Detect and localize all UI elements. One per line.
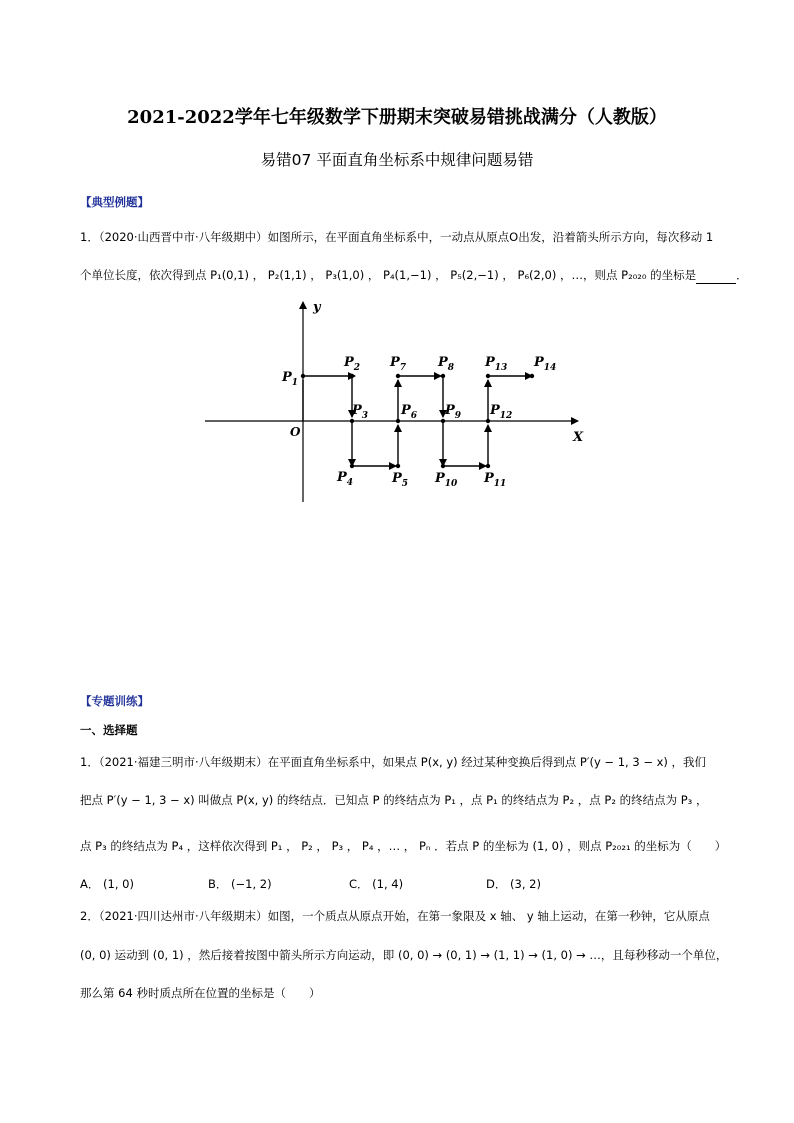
training-q2-line1: 2．（2021·四川达州市·八年级期末）如图，一个质点从原点开始，在第一象限及 x 轴、 y 轴上运动，在第一秒钟，它从原点 <box>80 909 710 923</box>
option-c[interactable]: C． (1, 4) <box>349 877 404 891</box>
example-q1-line2-end: ． <box>736 268 748 282</box>
coordinate-figure <box>190 290 610 510</box>
example-q1-line2 <box>80 266 748 284</box>
option-b[interactable]: B． (−1, 2) <box>208 877 272 891</box>
label-p5: $P_5$ <box>392 471 409 489</box>
option-a[interactable]: A． (1, 0) <box>80 877 134 891</box>
label-p11: $P_{11}$ <box>484 471 507 489</box>
origin-label: O <box>290 425 301 439</box>
label-p7: $P_7$ <box>390 355 407 373</box>
training-q2-line2: (0, 0) 运动到 (0, 1) ，然后接着按图中箭头所示方向运动，即 (0, 0) → (0, 1) → (1, 1) → (1, 0) → …，且每秒移动一个单位， <box>80 948 728 962</box>
label-p2: $P_2$ <box>344 355 361 373</box>
point-p13 <box>486 374 490 378</box>
label-p1: $P_1$ <box>282 370 299 388</box>
training-q1-line3: 点 P₃ 的终结点为 P₄ ，这样依次得到 P₁ ， P₂ ， P₃ ， P₄ ，… ， Pₙ ．若点 P 的坐标为 (1, 0) ，则点 P₂₀₂₁ 的坐标为（ ） <box>80 839 727 853</box>
point-p3 <box>350 419 354 423</box>
training-q1-line1: 1．（2021·福建三明市·八年级期末）在平面直角坐标系中，如果点 P(x, y) 经过某种变换后得到点 P′(y − 1, 3 − x) ，我们 <box>80 755 707 769</box>
label-p8: $P_8$ <box>438 355 455 373</box>
point-p8 <box>441 374 445 378</box>
point-p9 <box>441 419 445 423</box>
point-p1 <box>301 374 305 378</box>
label-p14: $P_{14}$ <box>534 355 557 373</box>
label-p4: $P_4$ <box>337 470 354 488</box>
point-p2 <box>350 374 354 378</box>
point-p10 <box>441 464 445 468</box>
page-subtitle: 易错07 平面直角坐标系中规律问题易错 <box>260 151 534 169</box>
point-labels <box>281 355 556 489</box>
point-p7 <box>396 374 400 378</box>
label-p13: $P_{13}$ <box>485 355 508 373</box>
example-q1-line1: 1．（2020·山西晋中市·八年级期中）如图所示，在平面直角坐标系中，一动点从原点O出发，沿着箭头所示方向，每次移动 1 <box>80 230 714 244</box>
point-p12 <box>486 419 490 423</box>
point-p6 <box>396 419 400 423</box>
point-p5 <box>396 464 400 468</box>
label-p6: $P_6$ <box>401 403 418 421</box>
example-q1-line2-text: 个单位长度，依次得到点 P₁(0,1) ， P₂(1,1) ， P₃(1,0) ， P₄(1,−1) ， P₅(2,−1) ， P₆(2,0) ，…，则点 P₂₀₂₀ 的坐标是 <box>80 268 697 282</box>
label-p9: $P_9$ <box>445 403 462 421</box>
point-p4 <box>350 464 354 468</box>
label-p3: $P_3$ <box>352 403 369 421</box>
section-heading-examples: 【典型例题】 <box>80 195 149 209</box>
label-p10: $P_{10}$ <box>435 471 458 489</box>
training-q1-line2: 把点 P′(y − 1, 3 − x) 叫做点 P(x, y) 的终结点．已知点 P 的终结点为 P₁ ，点 P₁ 的终结点为 P₂ ，点 P₂ 的终结点为 P₃ ， <box>80 793 708 807</box>
page-title: 2021-2022学年七年级数学下册期末突破易错挑战满分（人教版） <box>127 107 667 128</box>
point-p11 <box>486 464 490 468</box>
label-p12: $P_{12}$ <box>490 403 513 421</box>
option-d[interactable]: D． (3, 2) <box>486 877 541 891</box>
section-heading-training: 【专题训练】 <box>80 694 149 708</box>
x-axis-label: X <box>573 430 584 445</box>
y-axis-label: y <box>313 300 321 315</box>
point-p14 <box>530 374 534 378</box>
training-q2-line3: 那么第 64 秒时质点所在位置的坐标是（ ） <box>80 986 321 1000</box>
part-heading: 一、选择题 <box>80 723 138 737</box>
answer-blank[interactable] <box>696 271 736 284</box>
